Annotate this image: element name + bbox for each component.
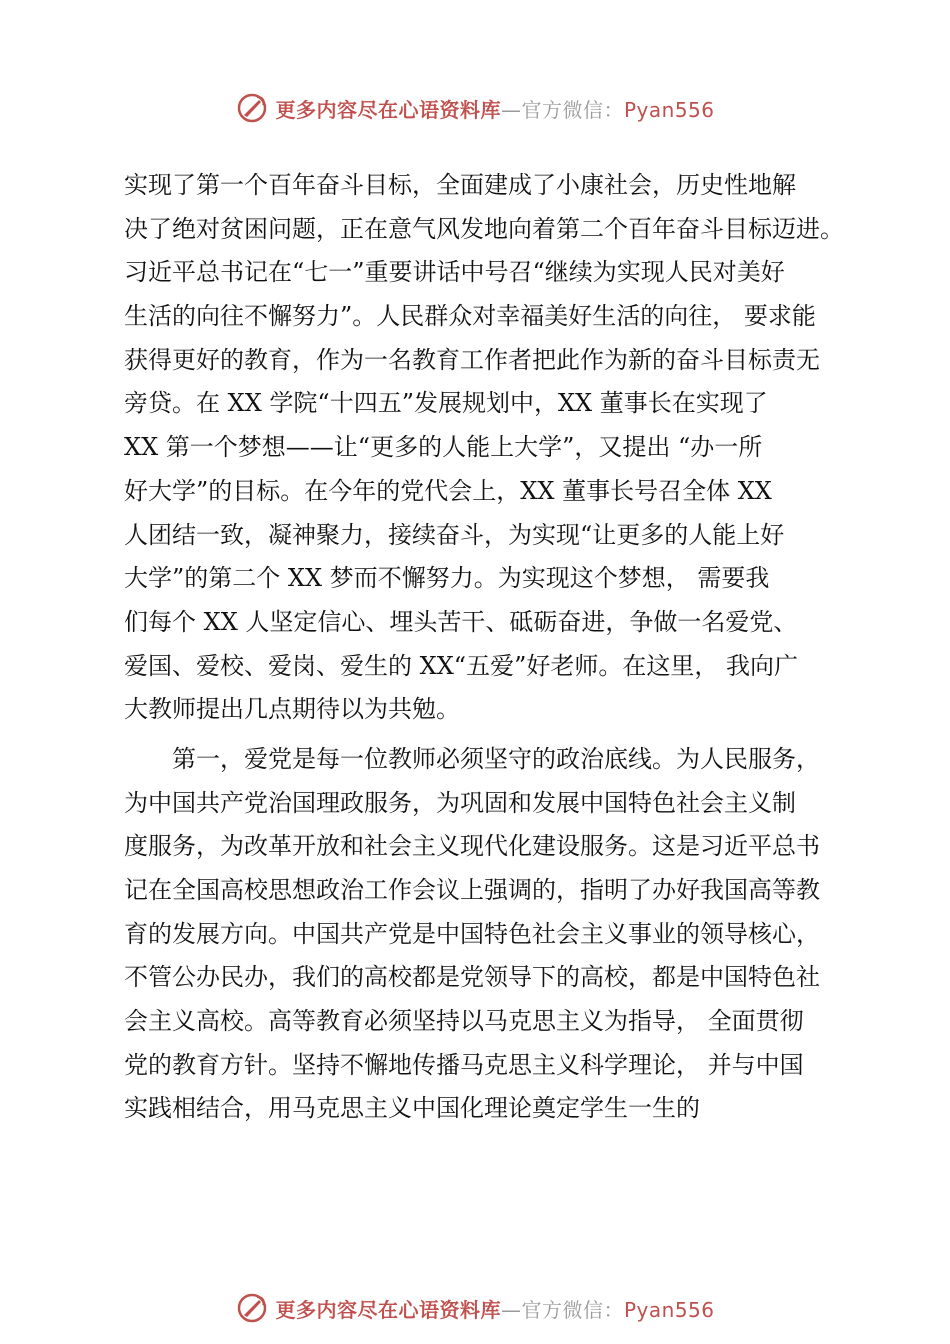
text-line: 不管公办民办，我们的高校都是党领导下的高校，都是中国特色社 <box>124 963 820 992</box>
footer-banner-dash: — <box>500 1297 522 1322</box>
text-line: 第一，爱党是每一位教师必须坚守的政治底线。为人民服务， <box>124 744 820 773</box>
text-line: 获得更好的教育，作为一名教育工作者把此作为新的奋斗目标责无 <box>124 345 820 374</box>
header-banner-main: 更多内容尽在心语资料库 <box>275 97 501 122</box>
text-line: 大教师提出几点期待以为共勉。 <box>124 695 460 724</box>
text-line: 们每个 XX 人坚定信心、埋头苦干、砥砺奋进，争做一名爱党、 <box>124 607 798 636</box>
footer-banner-text <box>275 1294 714 1323</box>
text-line: 实现了第一个百年奋斗目标，全面建成了小康社会，历史性地解 <box>124 171 796 199</box>
text-line: 生活的向往不懈努力”。人民群众对幸福美好生活的向往， 要求能 <box>124 302 816 331</box>
text-line: 会主义高校。高等教育必须坚持以马克思主义为指导， 全面贯彻 <box>124 1007 804 1036</box>
text-line: XX 第一个梦想——让“更多的人能上大学”，又提出 “办一所 <box>124 433 763 462</box>
footer-banner-account: Pyan556 <box>623 1297 715 1322</box>
footer-banner-main: 更多内容尽在心语资料库 <box>275 1297 501 1322</box>
text-line: 记在全国高校思想政治工作会议上强调的，指明了办好我国高等教 <box>124 876 820 904</box>
text-line: 决了绝对贫困问题，正在意气风发地向着第二个百年奋斗目标迈进。 <box>124 214 844 243</box>
text-line: 大学”的第二个 XX 梦而不懈努力。为实现这个梦想， 需要我 <box>124 564 770 593</box>
quill-logo-icon <box>235 1291 269 1325</box>
header-banner-account: Pyan556 <box>623 97 715 122</box>
text-line: 人团结一致，凝神聚力，接续奋斗，为实现“让更多的人能上好 <box>124 520 785 549</box>
paragraph-2 <box>124 738 854 1131</box>
footer-banner-sub: 官方微信： <box>521 1297 624 1322</box>
header-banner <box>0 88 950 128</box>
header-banner-sub: 官方微信： <box>521 97 624 122</box>
header-banner-dash: — <box>500 97 522 122</box>
text-line: 爱国、爱校、爱岗、爱生的 XX“五爱”好老师。在这里， 我向广 <box>124 651 798 680</box>
document-body <box>124 164 854 1131</box>
text-line: 旁贷。在 XX 学院“十四五”发展规划中，XX 董事长在实现了 <box>124 389 768 418</box>
text-line: 好大学”的目标。在今年的党代会上，XX 董事长号召全体 XX <box>124 476 772 505</box>
footer-banner <box>0 1288 950 1328</box>
paragraph-1 <box>124 164 854 732</box>
quill-logo-icon <box>235 91 269 125</box>
header-banner-text <box>275 94 714 123</box>
text-line: 育的发展方向。中国共产党是中国特色社会主义事业的领导核心， <box>124 919 820 948</box>
text-line: 为中国共产党治国理政服务，为巩固和发展中国特色社会主义制 <box>124 788 796 817</box>
text-line: 度服务，为改革开放和社会主义现代化建设服务。这是习近平总书 <box>124 832 820 861</box>
text-line: 实践相结合，用马克思主义中国化理论奠定学生一生的 <box>124 1094 700 1123</box>
text-line: 党的教育方针。坚持不懈地传播马克思主义科学理论， 并与中国 <box>124 1050 804 1079</box>
text-line: 习近平总书记在“七一”重要讲话中号召“继续为实现人民对美好 <box>124 258 785 287</box>
